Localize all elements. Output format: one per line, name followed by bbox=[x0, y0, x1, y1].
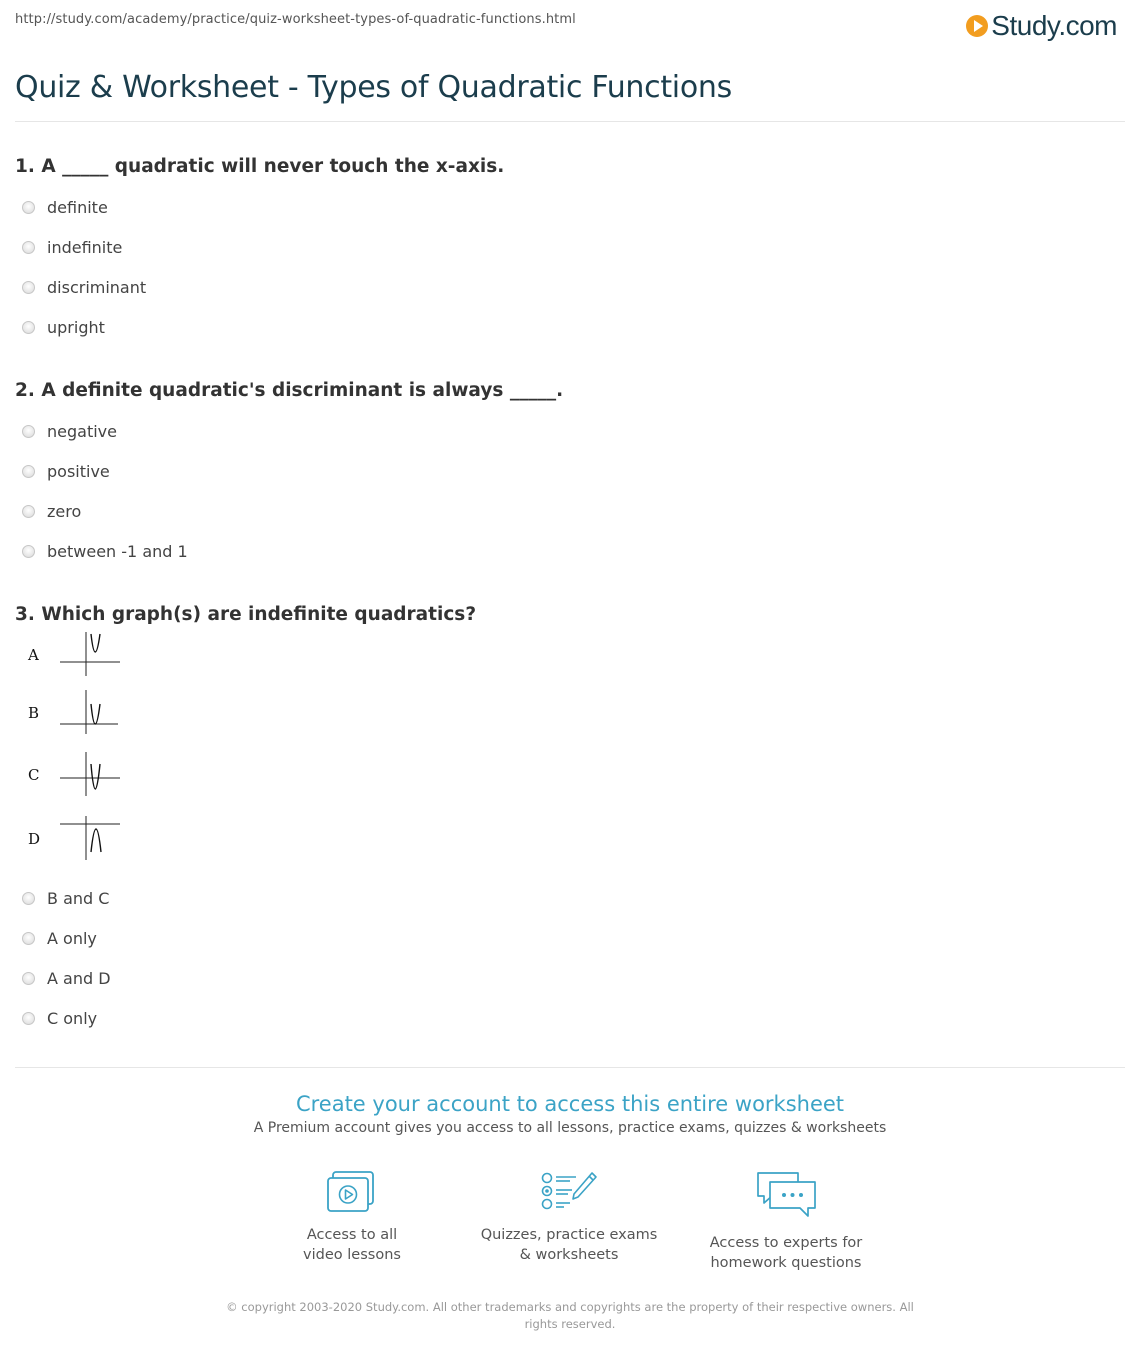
question-3-option-1[interactable] bbox=[22, 889, 109, 908]
question-3-text: 3. Which graph(s) are indefinite quadratics? bbox=[15, 604, 477, 625]
feature-label: Quizzes, practice exams & worksheets bbox=[480, 1227, 658, 1263]
radio-button[interactable] bbox=[22, 281, 35, 294]
graph-letter: D bbox=[28, 830, 41, 848]
option-label: upright bbox=[47, 318, 105, 337]
graph-letter: B bbox=[28, 704, 40, 722]
radio-button[interactable] bbox=[22, 425, 35, 438]
feature-label: Access to experts for homework questions bbox=[709, 1235, 863, 1271]
radio-button[interactable] bbox=[22, 892, 35, 905]
feature-label: Access to all video lessons bbox=[303, 1227, 401, 1263]
question-2-option-4[interactable] bbox=[22, 542, 188, 561]
graph-b bbox=[28, 690, 122, 736]
question-2-option-2[interactable] bbox=[22, 462, 110, 481]
graph-letter: A bbox=[28, 646, 39, 664]
chat-experts-icon bbox=[754, 1170, 818, 1222]
question-2-option-3[interactable] bbox=[22, 502, 81, 521]
quiz-checklist-icon bbox=[540, 1170, 598, 1214]
option-label: definite bbox=[47, 198, 108, 217]
option-label: B and C bbox=[47, 889, 110, 908]
radio-button[interactable] bbox=[22, 545, 35, 558]
touching-parabola-graph-icon bbox=[58, 690, 122, 736]
feature-quizzes bbox=[469, 1170, 669, 1265]
question-1-option-2[interactable] bbox=[22, 238, 122, 257]
copyright-notice: © copyright 2003-2020 Study.com. All other trademarks and copyrights are the property of their respective owners. All rights reserved. bbox=[226, 1300, 914, 1331]
radio-button[interactable] bbox=[22, 505, 35, 518]
option-label: zero bbox=[47, 502, 82, 521]
feature-video-lessons bbox=[252, 1170, 452, 1265]
question-1-option-4[interactable] bbox=[22, 318, 105, 337]
radio-button[interactable] bbox=[22, 932, 35, 945]
logo-text: Study.com bbox=[991, 10, 1117, 41]
question-3-option-2[interactable] bbox=[22, 929, 97, 948]
title-divider bbox=[15, 121, 1125, 122]
radio-button[interactable] bbox=[22, 1012, 35, 1025]
option-label: positive bbox=[47, 462, 110, 481]
graph-letter: C bbox=[28, 766, 40, 784]
upward-parabola-graph-icon bbox=[58, 632, 122, 678]
radio-button[interactable] bbox=[22, 321, 35, 334]
question-1-option-3[interactable] bbox=[22, 278, 146, 297]
question-3-option-4[interactable] bbox=[22, 1009, 97, 1028]
option-label: C only bbox=[47, 1009, 98, 1028]
cta-divider bbox=[15, 1067, 1125, 1068]
video-lessons-icon bbox=[325, 1170, 379, 1214]
question-1-option-1[interactable] bbox=[22, 198, 108, 217]
question-2-option-1[interactable] bbox=[22, 422, 117, 441]
graph-a bbox=[28, 632, 122, 678]
option-label: negative bbox=[47, 422, 117, 441]
question-3-option-3[interactable] bbox=[22, 969, 111, 988]
option-label: A and D bbox=[47, 969, 111, 988]
cta-subtitle: A Premium account gives you access to all lessons, practice exams, quizzes & worksheets bbox=[253, 1120, 887, 1136]
question-2-text: 2. A definite quadratic's discriminant is always _____. bbox=[15, 380, 564, 401]
radio-button[interactable] bbox=[22, 201, 35, 214]
page-title: Quiz & Worksheet - Types of Quadratic Functions bbox=[15, 70, 732, 105]
study-logo[interactable] bbox=[966, 10, 1117, 42]
play-logo-icon bbox=[966, 15, 988, 37]
radio-button[interactable] bbox=[22, 465, 35, 478]
graph-d bbox=[28, 816, 122, 862]
downward-parabola-graph-icon bbox=[58, 816, 122, 862]
create-account-link[interactable]: Create your account to access this entire worksheet bbox=[295, 1092, 845, 1116]
graph-c bbox=[28, 752, 122, 798]
top-bar bbox=[15, 12, 1125, 42]
page-url[interactable]: http://study.com/academy/practice/quiz-worksheet-types-of-quadratic-functions.html bbox=[15, 12, 576, 27]
option-label: discriminant bbox=[47, 278, 147, 297]
crossing-parabola-graph-icon bbox=[58, 752, 122, 798]
option-label: A only bbox=[47, 929, 97, 948]
question-1-text: 1. A _____ quadratic will never touch the x-axis. bbox=[15, 156, 505, 177]
feature-experts bbox=[686, 1170, 886, 1273]
radio-button[interactable] bbox=[22, 972, 35, 985]
radio-button[interactable] bbox=[22, 241, 35, 254]
option-label: indefinite bbox=[47, 238, 123, 257]
option-label: between -1 and 1 bbox=[47, 542, 188, 561]
